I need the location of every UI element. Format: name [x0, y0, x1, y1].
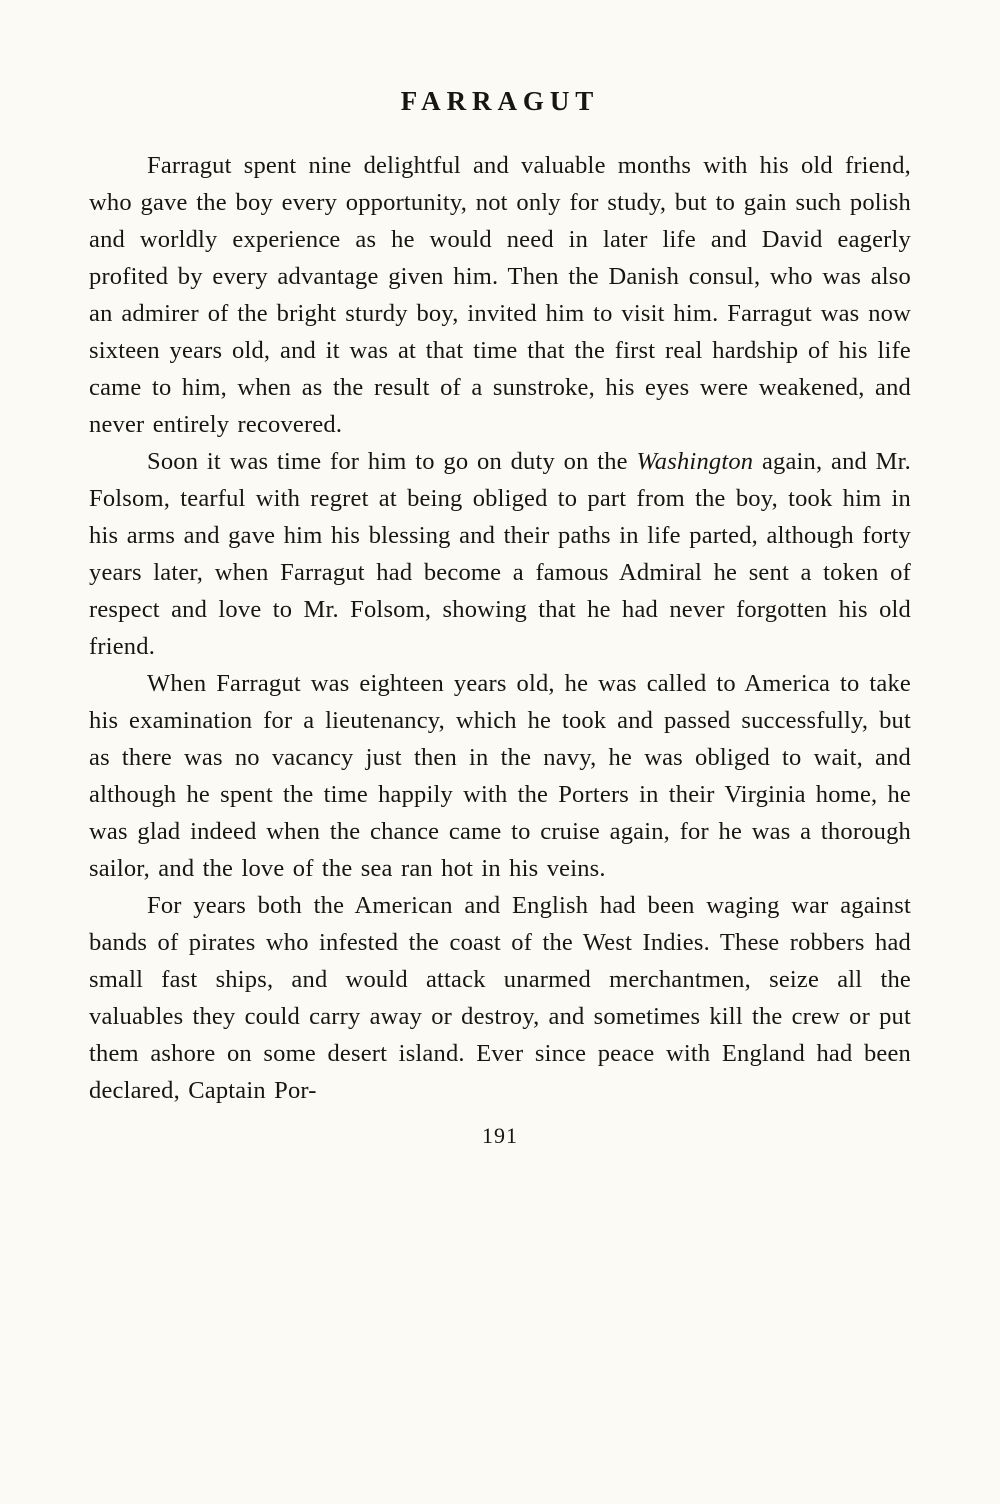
paragraph [89, 887, 911, 1109]
body-text: Farragut spent nine delightful and valuable months with his old friend, who gave the boy every opportunity, not only for study, but to gain such polish and worldly experience as he would need in later life and David eagerly profited by every advantage given him. Then the Danish consul, who was also an admirer of the bright sturdy boy, invited him to visit him. Farragut was now sixteen years old, and it was at that time that the first real hardship of his life came to him, when as the result of a sunstroke, his eyes were weakened, and never entirely recovered. [89, 152, 911, 438]
paragraph [89, 443, 911, 665]
paragraph [89, 147, 911, 443]
body-text: When Farragut was eighteen years old, he was called to America to take his examination for a lieutenancy, which he took and passed successfully, but as there was no vacancy just then in the navy, he was obliged to wait, and although he spent the time happily with the Porters in their Virginia home, he was glad indeed when the chance came to cruise again, for he was a thorough sailor, and the love of the sea ran hot in his veins. [89, 670, 911, 882]
page-content [89, 0, 911, 1149]
body-text: For years both the American and English had been waging war against bands of pirates who infested the coast of the West Indies. These robbers had small fast ships, and would attack unarmed merchantmen, seize all the valuables they could carry away or destroy, and sometimes kill the crew or put them ashore on some desert island. Ever since peace with England had been declared, Captain Por- [89, 892, 911, 1104]
body-text: again, and Mr. Folsom, tearful with regret at being obliged to part from the boy, took him in his arms and gave him his blessing and their paths in life parted, although forty years later, when Farragut had become a famous Admiral he sent a token of respect and love to Mr. Folsom, showing that he had never forgotten his old friend. [89, 448, 911, 660]
page-number: 191 [482, 1123, 518, 1148]
body-text: Soon it was time for him to go on duty on the [147, 448, 637, 475]
paragraph [89, 665, 911, 887]
page-body [89, 147, 911, 1109]
page-title: FARRAGUT [400, 86, 600, 116]
italic-text: Washington [636, 448, 754, 475]
